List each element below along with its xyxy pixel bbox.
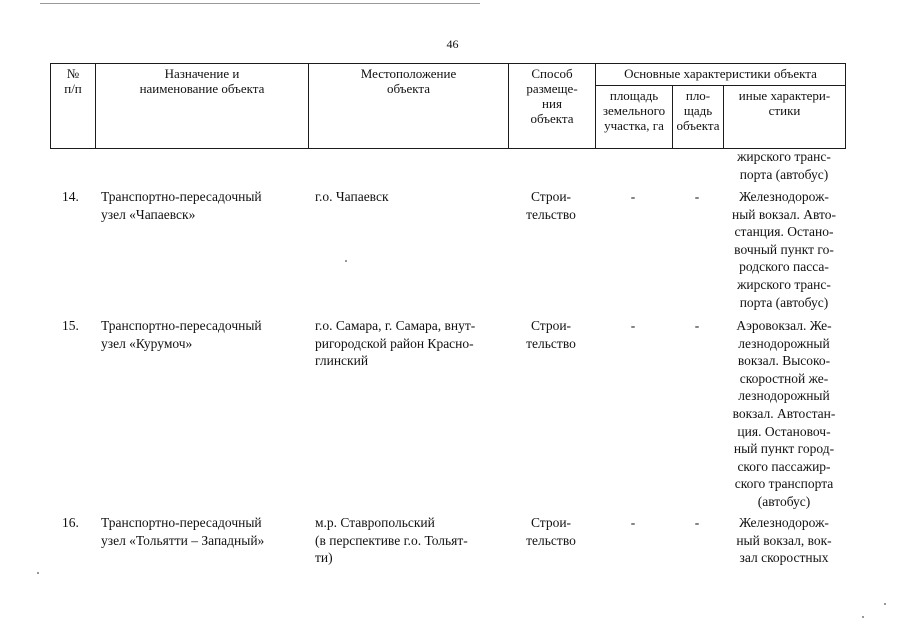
text-line: ского пассажир- <box>737 458 831 474</box>
text-line: зал скоростных <box>739 550 829 566</box>
scan-speck <box>345 260 347 262</box>
text-line: Аэровокзал. Же- <box>736 318 832 333</box>
text-line: Железнодорож- <box>739 515 829 530</box>
header-method-line: Способ <box>531 66 573 81</box>
row-location <box>315 188 507 206</box>
text-line: лезнодорожный <box>738 388 830 404</box>
text-line: Транспортно-пересадочный <box>101 318 262 333</box>
text-line: жирского транс- <box>737 149 831 164</box>
header-main-characteristics: Основные характеристики объекта <box>596 64 846 86</box>
table-header <box>50 63 846 149</box>
header-location-line: Местоположение <box>360 66 457 81</box>
header-num <box>51 64 96 149</box>
row-location <box>315 317 507 370</box>
row-other-characteristics <box>723 514 845 567</box>
text-line: узел «Чапаевск» <box>101 206 196 222</box>
header-method-line: размеще- <box>526 81 578 96</box>
text-line: станция. Остано- <box>734 224 834 240</box>
text-line: вокзал. Автостан- <box>732 405 836 421</box>
header-floor-area-line: объекта <box>676 118 720 133</box>
scan-speck <box>884 603 886 605</box>
text-line: глинский <box>315 353 369 369</box>
scan-speck <box>862 616 864 618</box>
text-line: тельство <box>526 335 576 351</box>
row-number: 16. <box>62 515 79 530</box>
row-other-characteristics <box>723 148 845 183</box>
header-floor-area <box>673 86 724 149</box>
header-area-line: участка, га <box>604 118 664 133</box>
row-number: 14. <box>62 189 79 204</box>
text-line: ского транспорта <box>734 476 834 492</box>
text-line: лезнодорожный <box>738 335 830 351</box>
row-object-name <box>101 317 306 352</box>
page-number: 46 <box>446 37 459 51</box>
text-line: тельство <box>526 532 576 548</box>
row-floor-area: - <box>694 318 700 333</box>
header-method-line: объекта <box>530 111 574 126</box>
text-line: ный вокзал, вок- <box>736 532 832 548</box>
header-purpose-line: Назначение и <box>164 66 240 81</box>
header-floor-area-line: пло- <box>685 88 711 103</box>
text-line: Строи- <box>530 318 572 333</box>
text-line: ный вокзал. Авто- <box>732 206 836 222</box>
header-location-line: объекта <box>386 81 431 96</box>
row-number: 15. <box>62 318 79 333</box>
text-line: ригородской район Красно- <box>315 335 474 351</box>
text-line: вокзал. Высоко- <box>737 353 831 369</box>
header-method <box>509 64 596 149</box>
text-line: Строи- <box>530 515 572 530</box>
text-line: вочный пункт го- <box>734 241 834 257</box>
text-line: (автобус) <box>757 493 811 509</box>
text-line: тельство <box>526 206 576 222</box>
row-location <box>315 514 507 567</box>
page-top-edge <box>40 3 480 4</box>
text-line: м.р. Ставропольский <box>315 515 435 530</box>
header-method-line: ния <box>542 96 562 111</box>
row-land-area: - <box>630 189 636 204</box>
row-floor-area: - <box>694 189 700 204</box>
text-line: скоростной же- <box>739 370 829 386</box>
text-line: г.о. Самара, г. Самара, внут- <box>315 318 476 333</box>
header-other <box>724 86 846 149</box>
header-location <box>309 64 509 149</box>
row-placement-method <box>508 514 594 549</box>
text-line: узел «Курумоч» <box>101 335 193 351</box>
header-other-line: иные характери- <box>738 88 831 103</box>
text-line: Строи- <box>530 189 572 204</box>
row-other-characteristics <box>723 317 845 511</box>
header-area-line: земельного <box>602 103 666 118</box>
header-area <box>596 86 673 149</box>
text-line: порта (автобус) <box>739 294 829 310</box>
header-other-line: стики <box>768 103 801 118</box>
header-num-line: № <box>66 66 80 81</box>
header-num-line: п/п <box>64 81 82 96</box>
row-other-characteristics <box>723 188 845 311</box>
row-land-area: - <box>630 515 636 530</box>
text-line: ция. Остановоч- <box>737 423 831 439</box>
header-purpose-line: наименование объекта <box>139 81 265 96</box>
text-line: Транспортно-пересадочный <box>101 515 262 530</box>
text-line: Железнодорож- <box>739 189 829 204</box>
text-line: (в перспективе г.о. Тольят- <box>315 532 468 548</box>
row-placement-method <box>508 188 594 223</box>
row-land-area: - <box>630 318 636 333</box>
scan-speck <box>37 572 39 574</box>
text-line: ный пункт город- <box>733 441 835 457</box>
row-placement-method <box>508 317 594 352</box>
text-line: ти) <box>315 550 333 566</box>
row-floor-area: - <box>694 515 700 530</box>
text-line: Транспортно-пересадочный <box>101 189 262 204</box>
text-line: порта (автобус) <box>739 166 829 182</box>
header-floor-area-line: щадь <box>683 103 713 118</box>
text-line: жирского транс- <box>737 276 831 292</box>
text-line: узел «Тольятти – Западный» <box>101 532 265 548</box>
header-purpose <box>96 64 309 149</box>
text-line: родского пасса- <box>739 259 829 275</box>
row-object-name <box>101 188 306 223</box>
header-area-line: площадь <box>609 88 659 103</box>
text-line: г.о. Чапаевск <box>315 189 389 204</box>
row-object-name <box>101 514 306 549</box>
